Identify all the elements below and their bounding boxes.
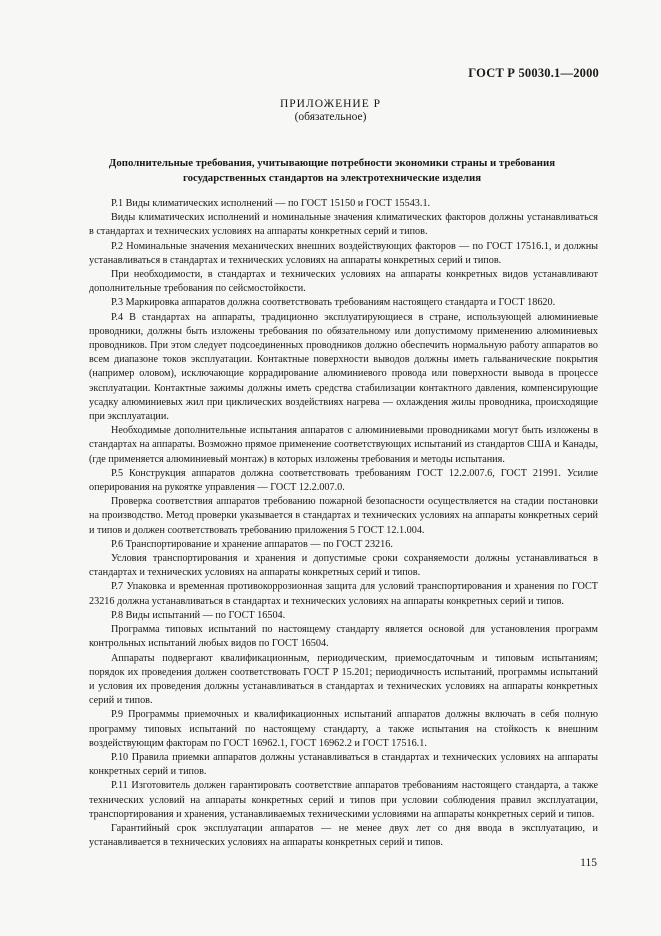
paragraph: Виды климатических исполнений и номинальные значения климатических факторов должны устанавливаться в стандартах и технических условиях на аппараты конкретных серий и типов.	[89, 212, 598, 238]
paragraph: Проверка соответствия аппаратов требованию пожарной безопасности осуществляется на стадии постановки на производство. Метод проверки указывается в стандартах и технических условиях на аппараты конкретных серий и типов и должен соответствовать требованию приложения 5 ГОСТ 12.1.004.	[89, 496, 598, 536]
paragraph: При необходимости, в стандартах и технических условиях на аппараты конкретных видов устанавливают дополнительные требования по сейсмостойкости.	[89, 269, 598, 295]
paragraph: Р.8 Виды испытаний — по ГОСТ 16504.	[111, 609, 286, 621]
paragraph: Программа типовых испытаний по настоящему стандарту является основой для установления программ контрольных испытаний любых видов по ГОСТ 16504.	[89, 624, 598, 650]
paragraph: Аппараты подвергают квалификационным, периодическим, приемосдаточным и типовым испытаниям; порядок их проведения должен соответствовать ГОСТ Р 15.201; периодичность испытаний, программы испытаний и условия их проведения должны устанавливаться в стандартах и технических условиях на аппараты конкретных серий и типов.	[89, 652, 598, 707]
paragraph: Необходимые дополнительные испытания аппаратов с алюминиевыми проводниками могут быть изложены в стандартах на аппараты. Возможно прямое применение соответствующих испытаний из стандартов США и Канады, (где применяется алюминиевый монтаж) в которых изложены требования и методы испытания.	[89, 425, 598, 465]
standard-code: ГОСТ Р 50030.1—2000	[468, 66, 599, 80]
appendix-title: ПРИЛОЖЕНИЕ Р	[279, 98, 382, 110]
appendix-status: (обязательное)	[294, 111, 367, 123]
paragraph: Условия транспортирования и хранения и допустимые сроки сохраняемости должны устанавливаться в стандартах и технических условиях на аппараты конкретных серий и типов.	[89, 553, 598, 579]
paragraph: Р.7 Упаковка и временная противокоррозионная защита для условий транспортирования и хранения по ГОСТ 23216 должна устанавливаться в стандартах и технических условиях на аппараты конкретных серий и типов.	[89, 581, 598, 607]
paragraph: Р.11 Изготовитель должен гарантировать соответствие аппаратов требованиям настоящего стандарта, а также технических условий на аппараты конкретных серий и типов при условии соблюдения правил эксплуатации, транспортирования и хранения, устанавливаемых техническими условиями на аппараты конкретных серий и типов.	[89, 780, 598, 820]
section-title: Дополнительные требования, учитывающие потребности экономики страны и требования государственных стандартов на электротехнические изделия	[108, 157, 556, 184]
body-text	[89, 197, 598, 850]
page-number: 115	[580, 857, 597, 869]
paragraph: Р.6 Транспортирование и хранение аппаратов — по ГОСТ 23216.	[111, 538, 393, 550]
paragraph: Р.4 В стандартах на аппараты, традиционно эксплуатирующиеся в стране, использующей алюминиевые проводники, должны быть изложены требования по обязательному или допустимому применению алюминиевых проводников. При этом следует подсоединенных проводников должно обеспечить нормальную работу аппаратов во всем диапазоне токов эксплуатации. Контактные поверхности выводов должны иметь гальванические покрытия (например оловом), исключающие коррадирование алюминиевого провода или поверхности вывода в процессе эксплуатации. Контактные зажимы должны иметь средства стабилизации контактного давления, компенсирующие усадку алюминиевых жил при циклических воздействиях нагрева — охлаждения жилы проводника, происходящие при эксплуатации.	[89, 311, 598, 423]
paragraph: Р.3 Маркировка аппаратов должна соответствовать требованиям настоящего стандарта и ГОСТ 18620.	[111, 297, 556, 309]
paragraph: Р.5 Конструкция аппаратов должна соответствовать требованиям ГОСТ 12.2.007.6, ГОСТ 21991. Усилие оперирования на рукоятке управления — ГОСТ 12.2.007.0.	[89, 467, 598, 494]
paragraph: Гарантийный срок эксплуатации аппаратов — не менее двух лет со дня ввода в эксплуатацию, и устанавливается в технических условиях на аппараты конкретных серий и типов.	[89, 822, 598, 849]
paragraph: Р.2 Номинальные значения механических внешних воздействующих факторов — по ГОСТ 17516.1, и должны устанавливаться в стандартах и технических условиях на аппараты конкретных серий и типов.	[89, 240, 598, 266]
paragraph: Р.1 Виды климатических исполнений — по ГОСТ 15150 и ГОСТ 15543.1.	[111, 198, 431, 209]
paragraph: Р.9 Программы приемочных и квалификационных испытаний аппаратов должны включать в себя полную программу типовых испытаний по настоящему стандарту, а также испытания на стойкость к внешним воздействующим факторам по ГОСТ 16962.1, ГОСТ 16962.2 и ГОСТ 17516.1.	[89, 709, 598, 749]
appendix-heading	[0, 98, 661, 124]
paragraph: Р.10 Правила приемки аппаратов должны устанавливаться в стандартах и технических условиях на аппараты конкретных серий и типов.	[89, 751, 598, 778]
